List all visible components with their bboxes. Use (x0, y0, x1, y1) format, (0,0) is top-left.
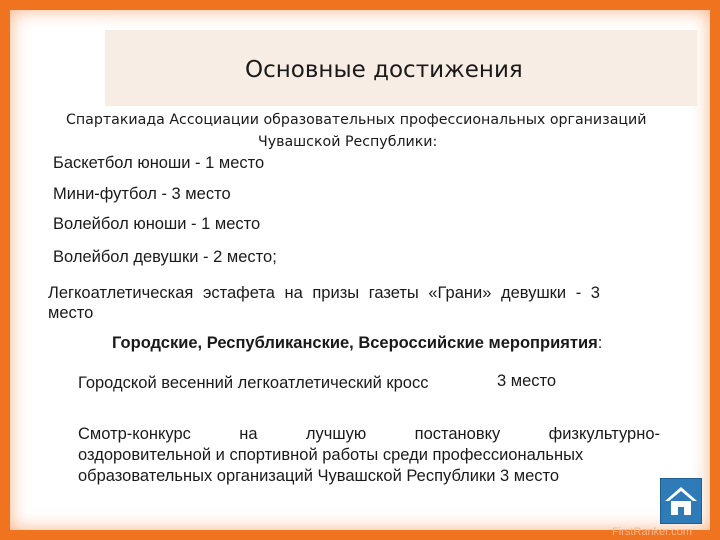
cross-country-place: 3 место (497, 372, 557, 390)
result-volleyball-girls: Волейбол девушки - 2 место; (53, 248, 277, 266)
spartakiad-heading-line1: Спартакиада Ассоциации образовательных профессиональных организаций (66, 112, 647, 128)
events-heading (112, 334, 602, 353)
result-volleyball-boys: Волейбол юноши - 1 место (53, 215, 261, 233)
contest-line3: образовательных организаций Чувашской Республики 3 место (78, 467, 560, 485)
relay-line1: Легкоатлетическая эстафета на призы газеты «Грани» девушки - 3 (48, 284, 600, 302)
spartakiad-heading-line2: Чувашской Республики: (258, 134, 438, 150)
events-heading-text: Городские, Республиканские, Всероссийские мероприятия (112, 334, 598, 352)
relay-line2: место (48, 304, 94, 322)
slide-title: Основные достижения (245, 57, 523, 83)
footer-brand: FirstRanker.com (612, 526, 693, 538)
events-heading-colon: : (597, 334, 603, 352)
result-minifootball: Мини-футбол - 3 место (53, 185, 231, 203)
contest-line2: оздоровительной и спортивной работы среди профессиональных (78, 446, 584, 464)
home-icon (661, 479, 701, 523)
home-button[interactable] (660, 478, 702, 524)
contest-line1: Смотр-конкурс на лучшую постановку физкультурно- (78, 425, 660, 443)
cross-country-event: Городской весенний легкоатлетический кросс (78, 374, 429, 392)
result-basketball: Баскетбол юноши - 1 место (53, 154, 265, 172)
